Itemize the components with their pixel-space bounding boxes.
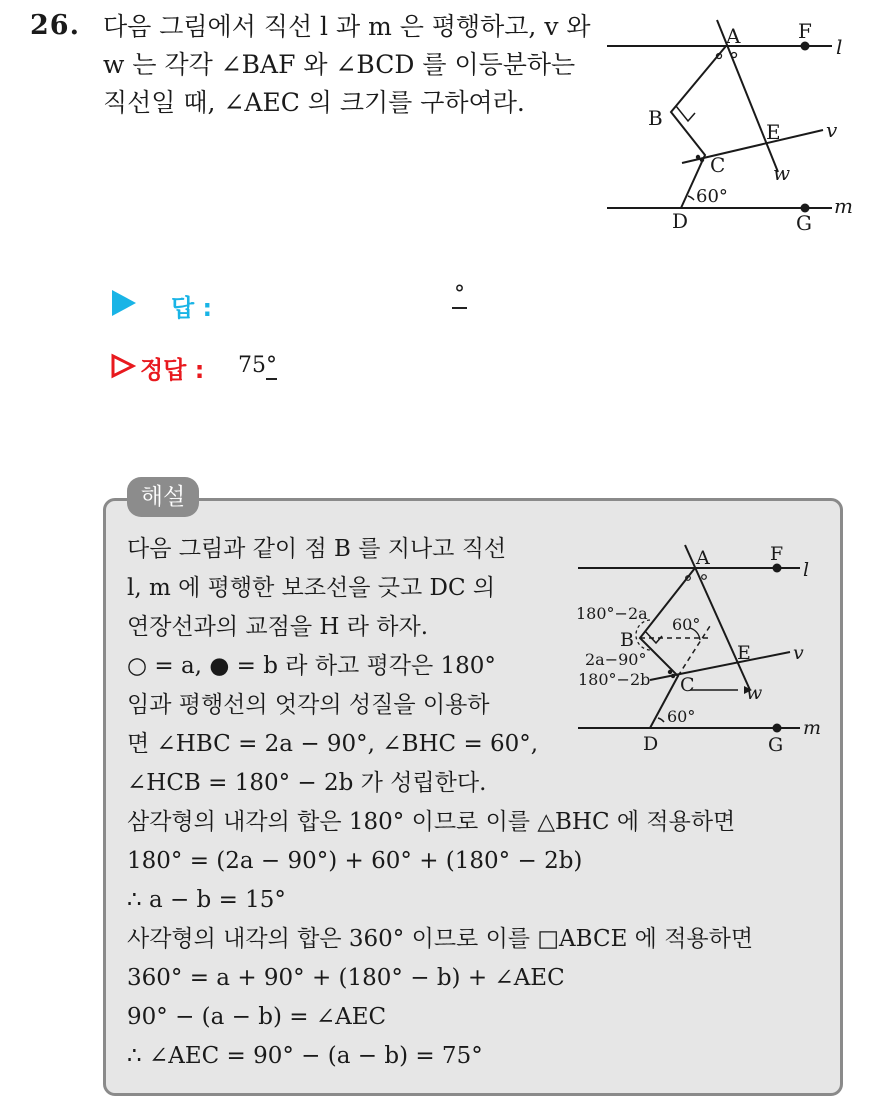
label-F: F (798, 19, 812, 43)
label-w: w (773, 161, 791, 185)
correct-value (238, 353, 277, 378)
label-w: w (746, 682, 763, 704)
label-angle3: 180°−2b (578, 670, 651, 689)
label-60: 60° (696, 186, 728, 207)
label-E: E (737, 642, 751, 664)
label-B: B (620, 629, 634, 651)
question-number: 26. (30, 10, 80, 41)
answer-label: 답 : (171, 294, 213, 322)
explanation-line: 사각형의 내각의 합은 360° 이므로 이를 □ABCE 에 적용하면 (127, 926, 754, 952)
path-abcd (640, 568, 695, 728)
label-G: G (768, 734, 784, 756)
explanation-line: 삼각형의 내각의 합은 180° 이므로 이를 △BHC 에 적용하면 (127, 809, 736, 835)
label-F: F (770, 543, 784, 565)
correct-arrow-icon (110, 353, 136, 379)
explanation-line: 면 ∠HBC = 2a − 90°, ∠BHC = 60°, (127, 731, 539, 757)
explanation-line: ○ = a, ● = b 라 하고 평각은 180° (127, 653, 496, 679)
explanation-line: l, m 에 평행한 보조선을 긋고 DC 의 (127, 575, 496, 601)
label-l: l (836, 35, 843, 59)
explanation-tab: 해설 (127, 477, 199, 517)
label-D: D (672, 209, 689, 233)
answer-unit: ° (454, 282, 465, 307)
label-v: v (826, 118, 838, 142)
right-angle-mark (676, 106, 695, 121)
answer-blank[interactable] (452, 282, 467, 307)
label-C: C (710, 153, 726, 177)
label-C: C (680, 674, 695, 696)
question-line: 직선일 때, ∠AEC 의 크기를 구하여라. (103, 88, 525, 117)
correct-number: 75 (238, 353, 266, 378)
correct-label: 정답 : (140, 356, 205, 384)
explanation-line: ∠HCB = 180° − 2b 가 성립한다. (127, 770, 487, 796)
label-v: v (793, 642, 804, 664)
label-G: G (796, 211, 812, 235)
label-m: m (834, 194, 853, 218)
question-line: w 는 각각 ∠BAF 와 ∠BCD 를 이등분하는 (103, 50, 576, 79)
label-B: B (648, 106, 663, 130)
explanation-line: 다음 그림과 같이 점 B 를 지나고 직선 (127, 536, 507, 562)
explanation-line: 90° − (a − b) = ∠AEC (127, 1004, 387, 1030)
label-angle-60: 60° (667, 707, 696, 726)
explanation-line: ∴ ∠AEC = 90° − (a − b) = 75° (127, 1043, 483, 1069)
label-angle1: 180°−2a (576, 604, 648, 623)
label-E: E (766, 120, 781, 144)
label-A: A (696, 547, 710, 569)
angle-arc (688, 196, 694, 200)
correct-unit: ° (266, 353, 277, 378)
label-l: l (803, 559, 810, 581)
label-A: A (726, 24, 741, 48)
explanation-line: 임과 평행선의 엇각의 성질을 이용하 (127, 692, 490, 718)
answer-arrow-icon (112, 290, 136, 316)
label-m: m (803, 717, 822, 739)
explanation-line: 180° = (2a − 90°) + 60° + (180° − 2b) (127, 848, 583, 874)
question-line: 다음 그림에서 직선 l 과 m 은 평행하고, v 와 (103, 12, 591, 41)
question-text (103, 8, 591, 122)
path-abcd (671, 46, 726, 208)
label-D: D (643, 733, 659, 755)
label-angle2: 2a−90° (585, 650, 647, 669)
explanation-line: ∴ a − b = 15° (127, 887, 286, 913)
problem-figure (600, 15, 860, 240)
explanation-line: 연장선과의 교점을 H 라 하자. (127, 614, 429, 640)
explanation-line: 360° = a + 90° + (180° − b) + ∠AEC (127, 965, 565, 991)
label-angle-60-top: 60° (672, 615, 701, 634)
solution-figure (572, 540, 832, 760)
